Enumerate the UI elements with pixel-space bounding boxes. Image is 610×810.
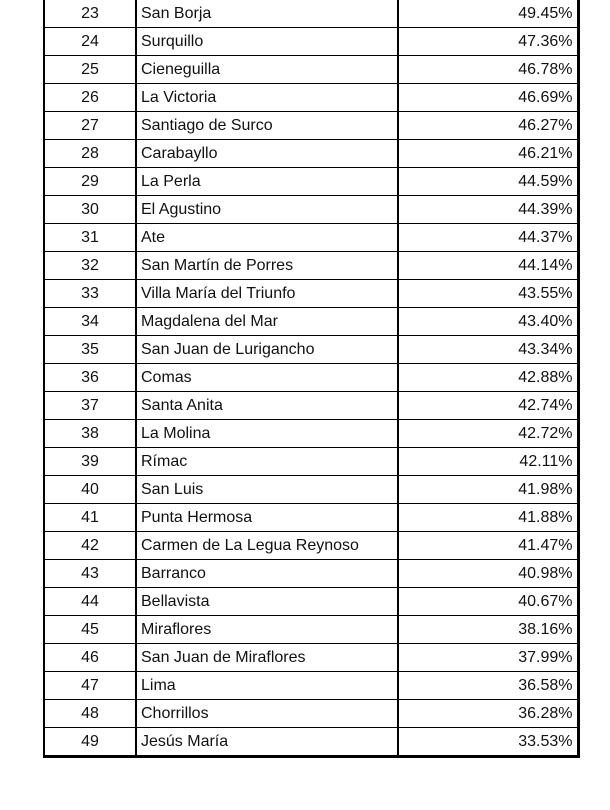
district-name-cell: Santa Anita [136, 392, 398, 420]
rank-cell: 37 [44, 392, 136, 420]
table-row [44, 616, 578, 644]
table-row [44, 168, 578, 196]
district-name-cell: Surquillo [136, 28, 398, 56]
rank-cell: 46 [44, 644, 136, 672]
district-name-cell: San Martín de Porres [136, 252, 398, 280]
district-name-cell: Magdalena del Mar [136, 308, 398, 336]
rank-cell: 48 [44, 700, 136, 728]
district-name-cell: San Juan de Lurigancho [136, 336, 398, 364]
percentage-cell: 46.69% [398, 84, 578, 112]
percentage-cell: 44.14% [398, 252, 578, 280]
table-row [44, 224, 578, 252]
table-row [44, 364, 578, 392]
percentage-cell: 42.88% [398, 364, 578, 392]
table-row [44, 728, 578, 757]
rank-cell: 36 [44, 364, 136, 392]
percentage-cell: 40.67% [398, 588, 578, 616]
rank-cell: 27 [44, 112, 136, 140]
percentage-cell: 43.34% [398, 336, 578, 364]
table-row [44, 504, 578, 532]
district-name-cell: Bellavista [136, 588, 398, 616]
table-row [44, 532, 578, 560]
table-row [44, 252, 578, 280]
percentage-cell: 49.45% [398, 0, 578, 28]
table-row [44, 308, 578, 336]
district-name-cell: Punta Hermosa [136, 504, 398, 532]
rank-cell: 32 [44, 252, 136, 280]
table-row [44, 448, 578, 476]
rank-cell: 30 [44, 196, 136, 224]
percentage-cell: 37.99% [398, 644, 578, 672]
rank-cell: 44 [44, 588, 136, 616]
table-row [44, 196, 578, 224]
rank-cell: 33 [44, 280, 136, 308]
ranking-table-container [43, 0, 577, 758]
percentage-cell: 44.37% [398, 224, 578, 252]
table-row [44, 420, 578, 448]
table-row [44, 336, 578, 364]
rank-cell: 26 [44, 84, 136, 112]
percentage-cell: 46.27% [398, 112, 578, 140]
rank-cell: 41 [44, 504, 136, 532]
district-ranking-table [43, 0, 580, 758]
rank-cell: 31 [44, 224, 136, 252]
rank-cell: 42 [44, 532, 136, 560]
table-row [44, 28, 578, 56]
district-name-cell: Lima [136, 672, 398, 700]
rank-cell: 34 [44, 308, 136, 336]
percentage-cell: 36.28% [398, 700, 578, 728]
district-name-cell: Santiago de Surco [136, 112, 398, 140]
district-name-cell: Ate [136, 224, 398, 252]
district-name-cell: San Luis [136, 476, 398, 504]
district-name-cell: La Molina [136, 420, 398, 448]
table-row [44, 644, 578, 672]
district-name-cell: Carabayllo [136, 140, 398, 168]
table-row [44, 672, 578, 700]
table-row [44, 280, 578, 308]
rank-cell: 49 [44, 728, 136, 757]
rank-cell: 47 [44, 672, 136, 700]
percentage-cell: 41.88% [398, 504, 578, 532]
table-row [44, 56, 578, 84]
percentage-cell: 44.59% [398, 168, 578, 196]
percentage-cell: 46.21% [398, 140, 578, 168]
table-row [44, 140, 578, 168]
percentage-cell: 42.74% [398, 392, 578, 420]
percentage-cell: 41.98% [398, 476, 578, 504]
district-name-cell: La Perla [136, 168, 398, 196]
percentage-cell: 46.78% [398, 56, 578, 84]
district-name-cell: Chorrillos [136, 700, 398, 728]
percentage-cell: 41.47% [398, 532, 578, 560]
percentage-cell: 44.39% [398, 196, 578, 224]
percentage-cell: 42.11% [398, 448, 578, 476]
percentage-cell: 43.55% [398, 280, 578, 308]
rank-cell: 25 [44, 56, 136, 84]
district-name-cell: Miraflores [136, 616, 398, 644]
rank-cell: 28 [44, 140, 136, 168]
table-row [44, 0, 578, 28]
table-row [44, 476, 578, 504]
percentage-cell: 38.16% [398, 616, 578, 644]
table-row [44, 700, 578, 728]
district-name-cell: Carmen de La Legua Reynoso [136, 532, 398, 560]
table-row [44, 392, 578, 420]
district-name-cell: Barranco [136, 560, 398, 588]
district-name-cell: Jesús María [136, 728, 398, 757]
table-body [44, 0, 578, 757]
percentage-cell: 43.40% [398, 308, 578, 336]
district-name-cell: San Borja [136, 0, 398, 28]
rank-cell: 45 [44, 616, 136, 644]
rank-cell: 24 [44, 28, 136, 56]
percentage-cell: 36.58% [398, 672, 578, 700]
rank-cell: 23 [44, 0, 136, 28]
percentage-cell: 42.72% [398, 420, 578, 448]
rank-cell: 35 [44, 336, 136, 364]
table-row [44, 112, 578, 140]
percentage-cell: 33.53% [398, 728, 578, 757]
district-name-cell: Rímac [136, 448, 398, 476]
district-name-cell: San Juan de Miraflores [136, 644, 398, 672]
rank-cell: 40 [44, 476, 136, 504]
table-row [44, 588, 578, 616]
district-name-cell: Villa María del Triunfo [136, 280, 398, 308]
table-row [44, 560, 578, 588]
rank-cell: 38 [44, 420, 136, 448]
percentage-cell: 47.36% [398, 28, 578, 56]
district-name-cell: El Agustino [136, 196, 398, 224]
district-name-cell: La Victoria [136, 84, 398, 112]
table-row [44, 84, 578, 112]
rank-cell: 29 [44, 168, 136, 196]
rank-cell: 43 [44, 560, 136, 588]
percentage-cell: 40.98% [398, 560, 578, 588]
district-name-cell: Comas [136, 364, 398, 392]
district-name-cell: Cieneguilla [136, 56, 398, 84]
rank-cell: 39 [44, 448, 136, 476]
